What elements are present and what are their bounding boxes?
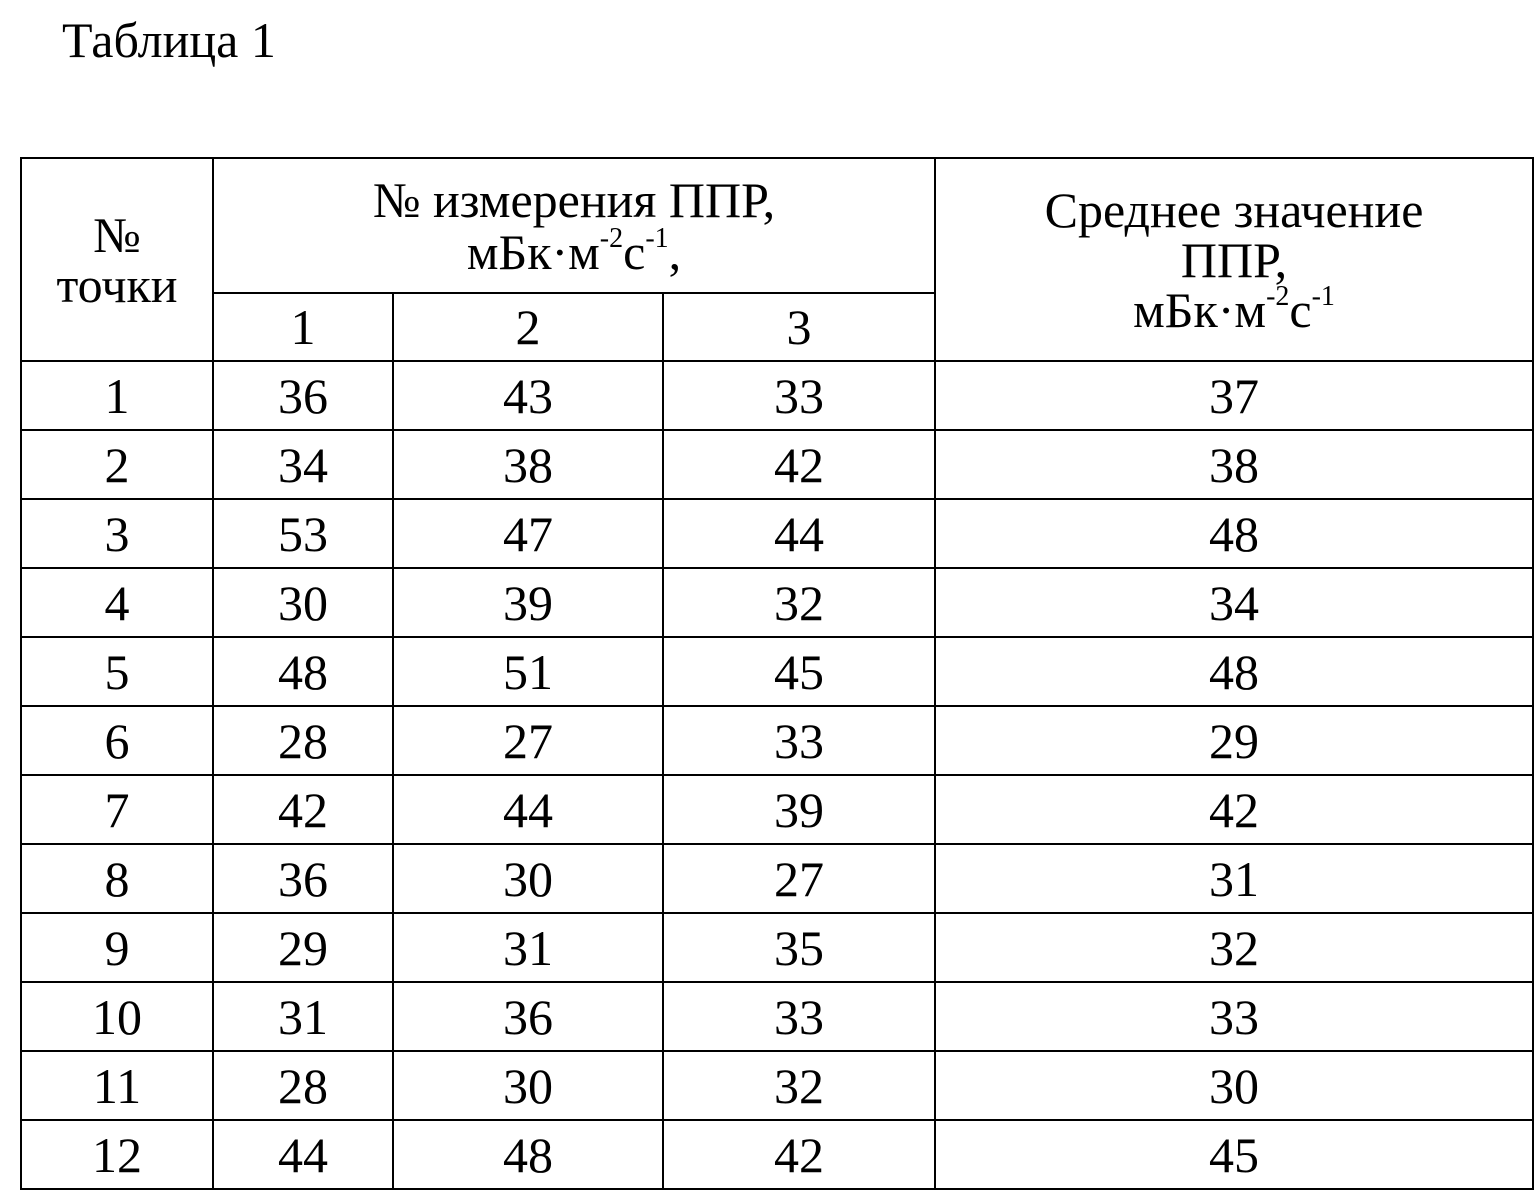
unit-base: мБк·м: [1133, 281, 1267, 338]
cell-point: 4: [21, 568, 213, 637]
cell-point: 9: [21, 913, 213, 982]
cell-measurement-1: 48: [213, 637, 393, 706]
header-mean-quantity: ППР,: [1180, 231, 1288, 288]
cell-measurement-2: 31: [393, 913, 663, 982]
cell-measurement-1: 28: [213, 1051, 393, 1120]
table-body: [21, 361, 1533, 1189]
cell-measurement-3: 33: [663, 706, 935, 775]
cell-measurement-2: 44: [393, 775, 663, 844]
cell-point: 10: [21, 982, 213, 1051]
unit-seconds: с: [1289, 281, 1312, 338]
table-row: [21, 568, 1533, 637]
cell-mean: 45: [935, 1120, 1533, 1189]
cell-mean: 32: [935, 913, 1533, 982]
cell-measurement-1: 31: [213, 982, 393, 1051]
unit-exponent: -2: [599, 222, 624, 254]
cell-measurement-2: 30: [393, 1051, 663, 1120]
cell-measurement-3: 33: [663, 982, 935, 1051]
header-point-symbol: №: [93, 206, 141, 263]
cell-point: 11: [21, 1051, 213, 1120]
header-row-top: [21, 158, 1533, 293]
cell-point: 6: [21, 706, 213, 775]
table-row: [21, 1051, 1533, 1120]
cell-measurement-1: 36: [213, 844, 393, 913]
table-row: [21, 706, 1533, 775]
cell-measurement-3: 35: [663, 913, 935, 982]
table-row: [21, 637, 1533, 706]
table-row: [21, 499, 1533, 568]
cell-point: 2: [21, 430, 213, 499]
cell-measurement-2: 27: [393, 706, 663, 775]
cell-measurement-3: 32: [663, 1051, 935, 1120]
cell-measurement-2: 38: [393, 430, 663, 499]
cell-mean: 48: [935, 499, 1533, 568]
header-point-label: точки: [56, 256, 178, 313]
cell-mean: 38: [935, 430, 1533, 499]
table-row: [21, 844, 1533, 913]
header-measurement-group: [213, 158, 935, 293]
cell-point: 5: [21, 637, 213, 706]
cell-measurement-1: 30: [213, 568, 393, 637]
table-caption: Таблица 1: [62, 12, 276, 68]
cell-measurement-3: 27: [663, 844, 935, 913]
header-mean-unit: [936, 280, 1532, 338]
cell-mean: 29: [935, 706, 1533, 775]
cell-measurement-1: 29: [213, 913, 393, 982]
cell-mean: 48: [935, 637, 1533, 706]
cell-measurement-3: 33: [663, 361, 935, 430]
cell-measurement-3: 39: [663, 775, 935, 844]
table-row: [21, 775, 1533, 844]
cell-measurement-3: 42: [663, 430, 935, 499]
unit-base: мБк·м: [466, 223, 600, 280]
table-row: [21, 361, 1533, 430]
cell-mean: 33: [935, 982, 1533, 1051]
cell-measurement-2: 51: [393, 637, 663, 706]
cell-measurement-2: 47: [393, 499, 663, 568]
header-measurement-3: 3: [663, 293, 935, 361]
cell-mean: 31: [935, 844, 1533, 913]
cell-point: 8: [21, 844, 213, 913]
cell-measurement-2: 43: [393, 361, 663, 430]
unit-seconds: с: [623, 223, 646, 280]
cell-measurement-2: 36: [393, 982, 663, 1051]
cell-measurement-2: 39: [393, 568, 663, 637]
cell-point: 7: [21, 775, 213, 844]
table-row: [21, 1120, 1533, 1189]
cell-measurement-1: 34: [213, 430, 393, 499]
header-mean: [935, 158, 1533, 361]
cell-measurement-1: 28: [213, 706, 393, 775]
header-point: [21, 158, 213, 361]
cell-point: 12: [21, 1120, 213, 1189]
cell-measurement-1: 44: [213, 1120, 393, 1189]
cell-mean: 37: [935, 361, 1533, 430]
cell-measurement-1: 42: [213, 775, 393, 844]
header-measurement-unit: [214, 222, 934, 280]
measurements-table: [20, 157, 1534, 1190]
cell-point: 3: [21, 499, 213, 568]
table-row: [21, 430, 1533, 499]
unit-exponent: -1: [645, 222, 669, 254]
header-mean-title: Среднее значение: [1044, 181, 1424, 238]
cell-mean: 34: [935, 568, 1533, 637]
table-row: [21, 982, 1533, 1051]
unit-comma: ,: [668, 223, 682, 280]
cell-measurement-3: 45: [663, 637, 935, 706]
cell-measurement-2: 48: [393, 1120, 663, 1189]
cell-measurement-1: 36: [213, 361, 393, 430]
header-measurement-1: 1: [213, 293, 393, 361]
cell-point: 1: [21, 361, 213, 430]
header-measurement-title: № измерения ППР,: [372, 171, 776, 228]
table-row: [21, 913, 1533, 982]
unit-exponent: -1: [1311, 280, 1335, 312]
cell-measurement-2: 30: [393, 844, 663, 913]
cell-measurement-3: 44: [663, 499, 935, 568]
unit-exponent: -2: [1266, 280, 1290, 312]
cell-measurement-3: 32: [663, 568, 935, 637]
cell-mean: 30: [935, 1051, 1533, 1120]
cell-mean: 42: [935, 775, 1533, 844]
cell-measurement-3: 42: [663, 1120, 935, 1189]
header-measurement-2: 2: [393, 293, 663, 361]
cell-measurement-1: 53: [213, 499, 393, 568]
